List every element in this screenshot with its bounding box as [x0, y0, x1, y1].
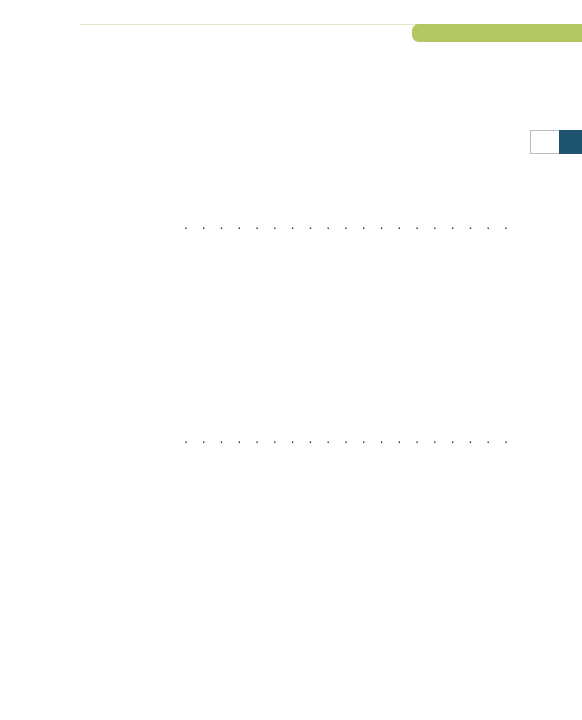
- page-number-marker: [530, 130, 559, 154]
- contents-header-tab: [412, 24, 582, 42]
- leader-dots: [184, 430, 508, 446]
- thumb-index-tab: [559, 130, 582, 154]
- chapter-7-title[interactable]: [180, 196, 512, 232]
- header-rule: [80, 24, 420, 25]
- leader-dots: [184, 216, 508, 232]
- chapter-8-title[interactable]: [180, 428, 512, 446]
